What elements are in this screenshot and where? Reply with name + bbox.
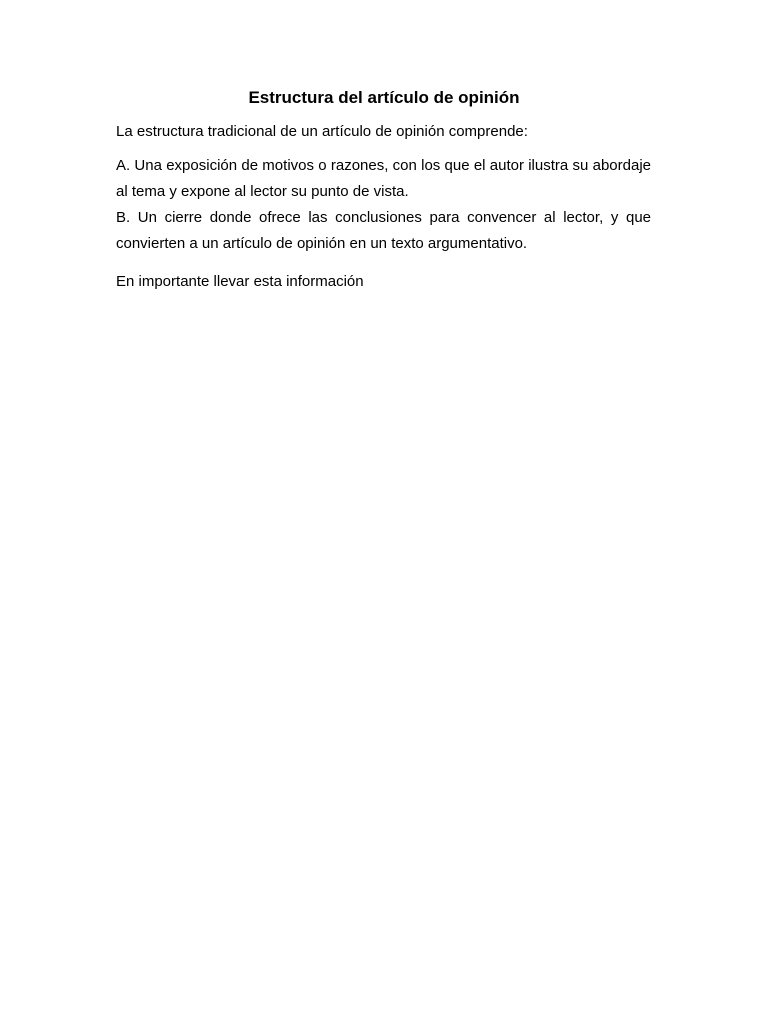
intro-paragraph: La estructura tradicional de un artículo de opinión comprende: — [116, 123, 528, 140]
closing-paragraph: En importante llevar esta información — [116, 273, 364, 290]
structure-list — [116, 153, 651, 257]
list-item-b: B. Un cierre donde ofrece las conclusiones para convencer al lector, y que convierten a un artículo de opinión en un texto argumentativo. — [116, 209, 651, 252]
document-title: Estructura del artículo de opinión — [248, 88, 520, 107]
list-item-a: A. Una exposición de motivos o razones, con los que el autor ilustra su abordaje al tema y expone al lector su punto de vista. — [116, 157, 651, 200]
